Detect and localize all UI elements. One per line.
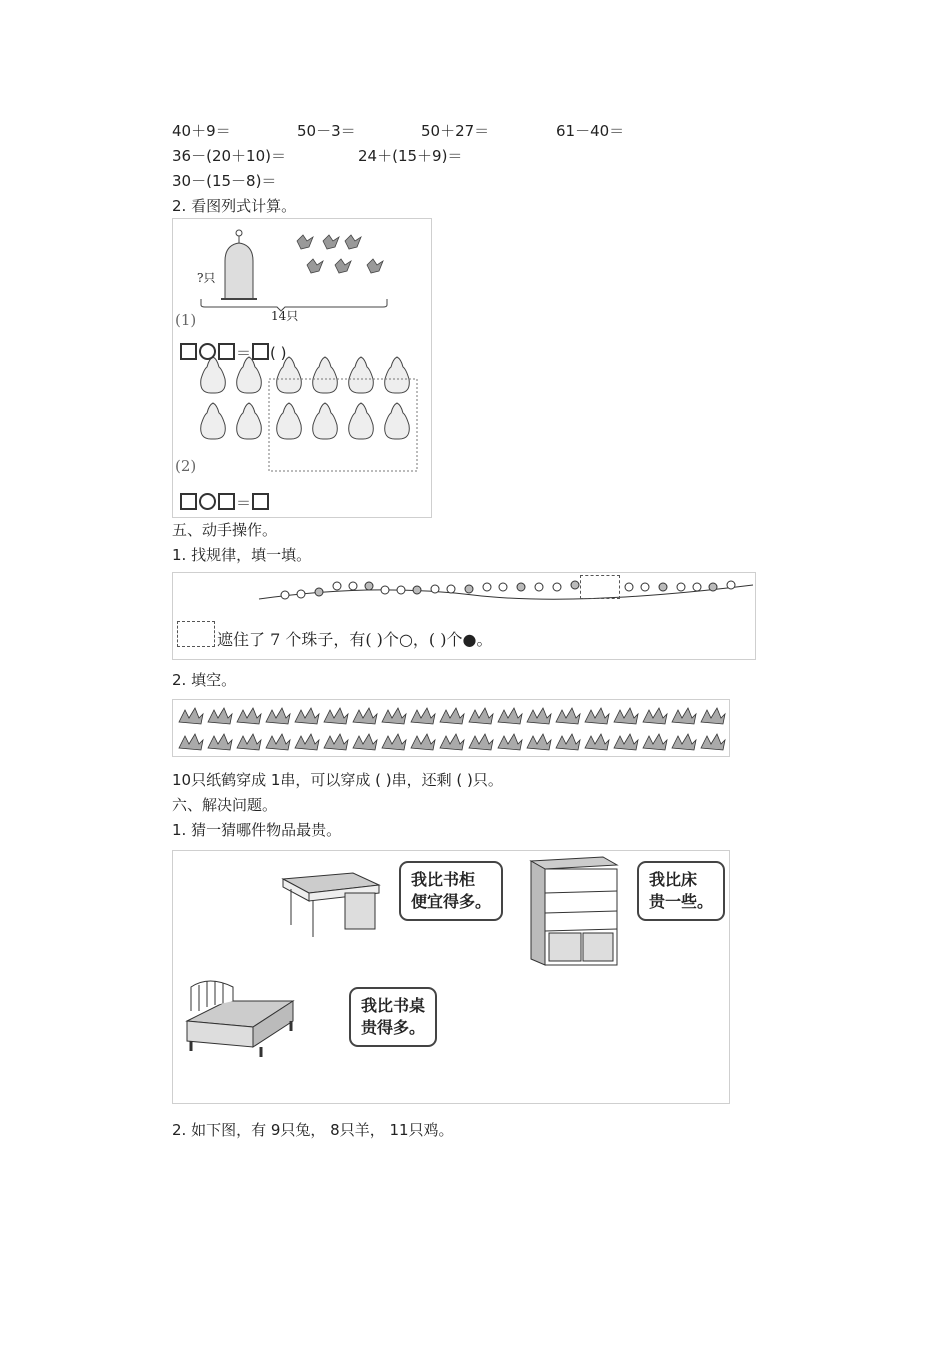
paper-crane-icon xyxy=(498,734,522,750)
calc-6: 24＋(15＋9)＝ xyxy=(358,147,463,165)
question-heading: 1. 猜一猜哪件物品最贵。 xyxy=(172,821,342,839)
paper-crane-icon xyxy=(353,708,377,724)
bubble-desk-line2: 便宜得多。 xyxy=(411,892,492,911)
paper-crane-icon xyxy=(411,734,435,750)
paper-crane-icon xyxy=(585,734,609,750)
bubble-desk-line1: 我比书柜 xyxy=(411,870,476,889)
birdcage-icon xyxy=(221,230,257,299)
paper-crane-icon xyxy=(643,708,667,724)
bead-white-icon: ○ xyxy=(398,630,413,649)
paper-crane-icon xyxy=(585,708,609,724)
hidden-beads-cover xyxy=(580,575,620,599)
paper-crane-icon xyxy=(324,708,348,724)
bead-string xyxy=(173,573,755,613)
paper-crane-icon xyxy=(556,708,580,724)
section-heading-6: 六、解决问题。 xyxy=(172,796,278,814)
figure-beads xyxy=(172,572,756,660)
equation-blank-2[interactable] xyxy=(179,493,270,512)
paper-crane-icon xyxy=(266,708,290,724)
cranes-question: 10只纸鹤穿成 1串，可以穿成 ( )串，还剩 ( )只。 xyxy=(172,771,503,789)
paper-crane-icon xyxy=(353,734,377,750)
paper-crane-icon xyxy=(324,734,348,750)
figure-furniture xyxy=(172,850,730,1104)
paper-crane-icon xyxy=(469,734,493,750)
paper-crane-icon xyxy=(527,708,551,724)
paper-crane-icon xyxy=(643,734,667,750)
speech-bubble-bed xyxy=(349,987,437,1047)
blank-box[interactable] xyxy=(218,493,235,510)
beads-question-a: 遮住了 7 个珠子，有( )个 xyxy=(217,630,399,649)
cover-legend xyxy=(177,621,215,647)
paper-crane-icon xyxy=(382,708,406,724)
paper-crane-icon xyxy=(672,708,696,724)
paper-crane-icon xyxy=(411,708,435,724)
paper-crane-icon xyxy=(237,708,261,724)
blank-box[interactable] xyxy=(252,493,269,510)
calc-2: 50－3＝ xyxy=(297,122,356,140)
calc-3: 50＋27＝ xyxy=(421,122,490,140)
birds-pears-illustration xyxy=(173,219,431,517)
paper-crane-icon xyxy=(266,734,290,750)
calc-4: 61－40＝ xyxy=(556,122,625,140)
paper-crane-icon xyxy=(208,708,232,724)
unit-paren[interactable]: ( ) xyxy=(270,344,287,362)
paper-crane-icon xyxy=(179,708,203,724)
question-heading: 1. 找规律，填一填。 xyxy=(172,546,312,564)
paper-crane-icon xyxy=(382,734,406,750)
question-heading: 2. 填空。 xyxy=(172,671,237,689)
figure-paper-cranes xyxy=(172,699,730,757)
paper-crane-icon xyxy=(440,734,464,750)
blank-box[interactable] xyxy=(180,343,197,360)
unknown-count-label: ?只 xyxy=(197,271,216,285)
desk-icon xyxy=(283,873,379,937)
paper-crane-icon xyxy=(498,708,522,724)
equals-sign: ＝ xyxy=(236,344,252,362)
paper-crane-icon xyxy=(614,734,638,750)
bubble-bed-line2: 贵得多。 xyxy=(361,1018,426,1037)
paper-crane-icon xyxy=(237,734,261,750)
bead-dark-icon: ● xyxy=(462,630,477,649)
fig-label-2: (2) xyxy=(175,457,197,475)
paper-crane-icon xyxy=(614,708,638,724)
bubble-cabinet-line1: 我比床 xyxy=(649,870,698,889)
paper-crane-icon xyxy=(295,708,319,724)
operator-circle[interactable] xyxy=(199,493,216,510)
calc-1: 40＋9＝ xyxy=(172,122,231,140)
operator-circle[interactable] xyxy=(199,343,216,360)
equation-blank-1[interactable] xyxy=(179,343,287,362)
beads-question xyxy=(217,631,492,649)
bubble-bed-line1: 我比书桌 xyxy=(361,996,426,1015)
question-heading: 2. 如下图，有 9只兔， 8只羊， 11只鸡。 xyxy=(172,1121,454,1139)
paper-crane-icon xyxy=(440,708,464,724)
total-count-label: 14只 xyxy=(271,309,299,323)
paper-crane-icon xyxy=(701,708,725,724)
fig-label-1: (1) xyxy=(175,311,197,329)
speech-bubble-desk xyxy=(399,861,503,921)
paper-crane-icon xyxy=(179,734,203,750)
beads-question-c: 。 xyxy=(476,630,493,649)
blank-box[interactable] xyxy=(252,343,269,360)
pears-icon xyxy=(201,357,410,439)
bookcase-icon xyxy=(531,857,617,965)
paper-crane-icon xyxy=(701,734,725,750)
paper-crane-icon xyxy=(208,734,232,750)
bubble-cabinet-line2: 贵一些。 xyxy=(649,892,714,911)
equals-sign: ＝ xyxy=(236,494,252,512)
calc-7: 30－(15－8)＝ xyxy=(172,172,277,190)
birds-icon xyxy=(297,235,383,273)
blank-box[interactable] xyxy=(218,343,235,360)
beads-icon xyxy=(281,581,735,599)
beads-question-b: ，( )个 xyxy=(412,630,463,649)
paper-crane-icon xyxy=(556,734,580,750)
question-heading: 2. 看图列式计算。 xyxy=(172,197,297,215)
calc-5: 36－(20＋10)＝ xyxy=(172,147,286,165)
bed-icon xyxy=(187,981,293,1057)
paper-crane-icon xyxy=(469,708,493,724)
speech-bubble-cabinet xyxy=(637,861,725,921)
paper-crane-icon xyxy=(527,734,551,750)
blank-box[interactable] xyxy=(180,493,197,510)
section-heading-5: 五、动手操作。 xyxy=(172,521,278,539)
paper-crane-icon xyxy=(672,734,696,750)
figure-birds-pears xyxy=(172,218,432,518)
paper-crane-icon xyxy=(295,734,319,750)
paper-cranes-icon xyxy=(173,700,729,756)
